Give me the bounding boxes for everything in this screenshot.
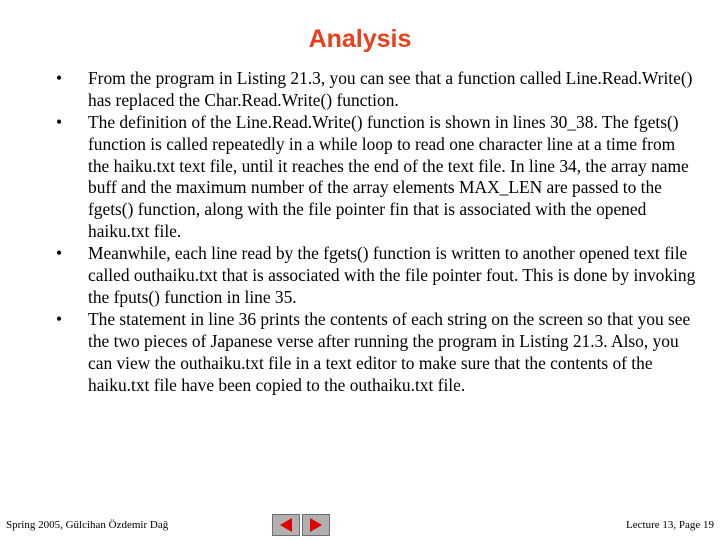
bullet-marker: • xyxy=(56,112,63,133)
bullet-item xyxy=(56,243,696,308)
bullet-marker: • xyxy=(56,68,63,88)
footer-author: Spring 2005, Gülcihan Özdemir Dağ xyxy=(6,519,169,531)
bullet-item xyxy=(56,68,696,112)
bullet-item xyxy=(56,112,696,243)
bullet-marker: • xyxy=(56,309,63,330)
bullet-text: The statement in line 36 prints the contents of each string on the screen so that you see the two pieces of Japanese verse after running the program in Listing 21.3. Also, you can view the outhaiku.txt file in a text editor to make sure that the contents of the haiku.txt file have been copied to the outhaiku.txt file. xyxy=(88,309,691,395)
bullet-marker: • xyxy=(56,243,63,264)
bullet-text: The definition of the Line.Read.Write() function is shown in lines 30_38. The fgets() function is called repeatedly in a while loop to read one character line at a time from the haiku.txt text file, until it reaches the end of the text file. In line 34, the array name buff and the maximum number of the array elements MAX_LEN are passed to the fgets() function, along with the file pointer fin that is associated with the opened haiku.txt file. xyxy=(88,112,689,242)
next-slide-button[interactable] xyxy=(302,514,330,536)
bullet-item xyxy=(56,309,696,396)
triangle-right-icon xyxy=(308,517,324,533)
slide-title: Analysis xyxy=(308,25,412,53)
slide-navigation xyxy=(272,514,330,536)
bullet-list xyxy=(56,68,696,396)
previous-slide-button[interactable] xyxy=(272,514,300,536)
bullet-text: From the program in Listing 21.3, you can see that a function called Line.Read.Write() has replaced the Char.Read.Write() function. xyxy=(88,68,693,110)
bullet-text: Meanwhile, each line read by the fgets() function is written to another opened text file called outhaiku.txt that is associated with the file pointer fout. This is done by invoking the fputs() function in line 35. xyxy=(88,243,696,307)
triangle-left-icon xyxy=(278,517,294,533)
footer-page-number: Lecture 13, Page 19 xyxy=(626,519,714,531)
